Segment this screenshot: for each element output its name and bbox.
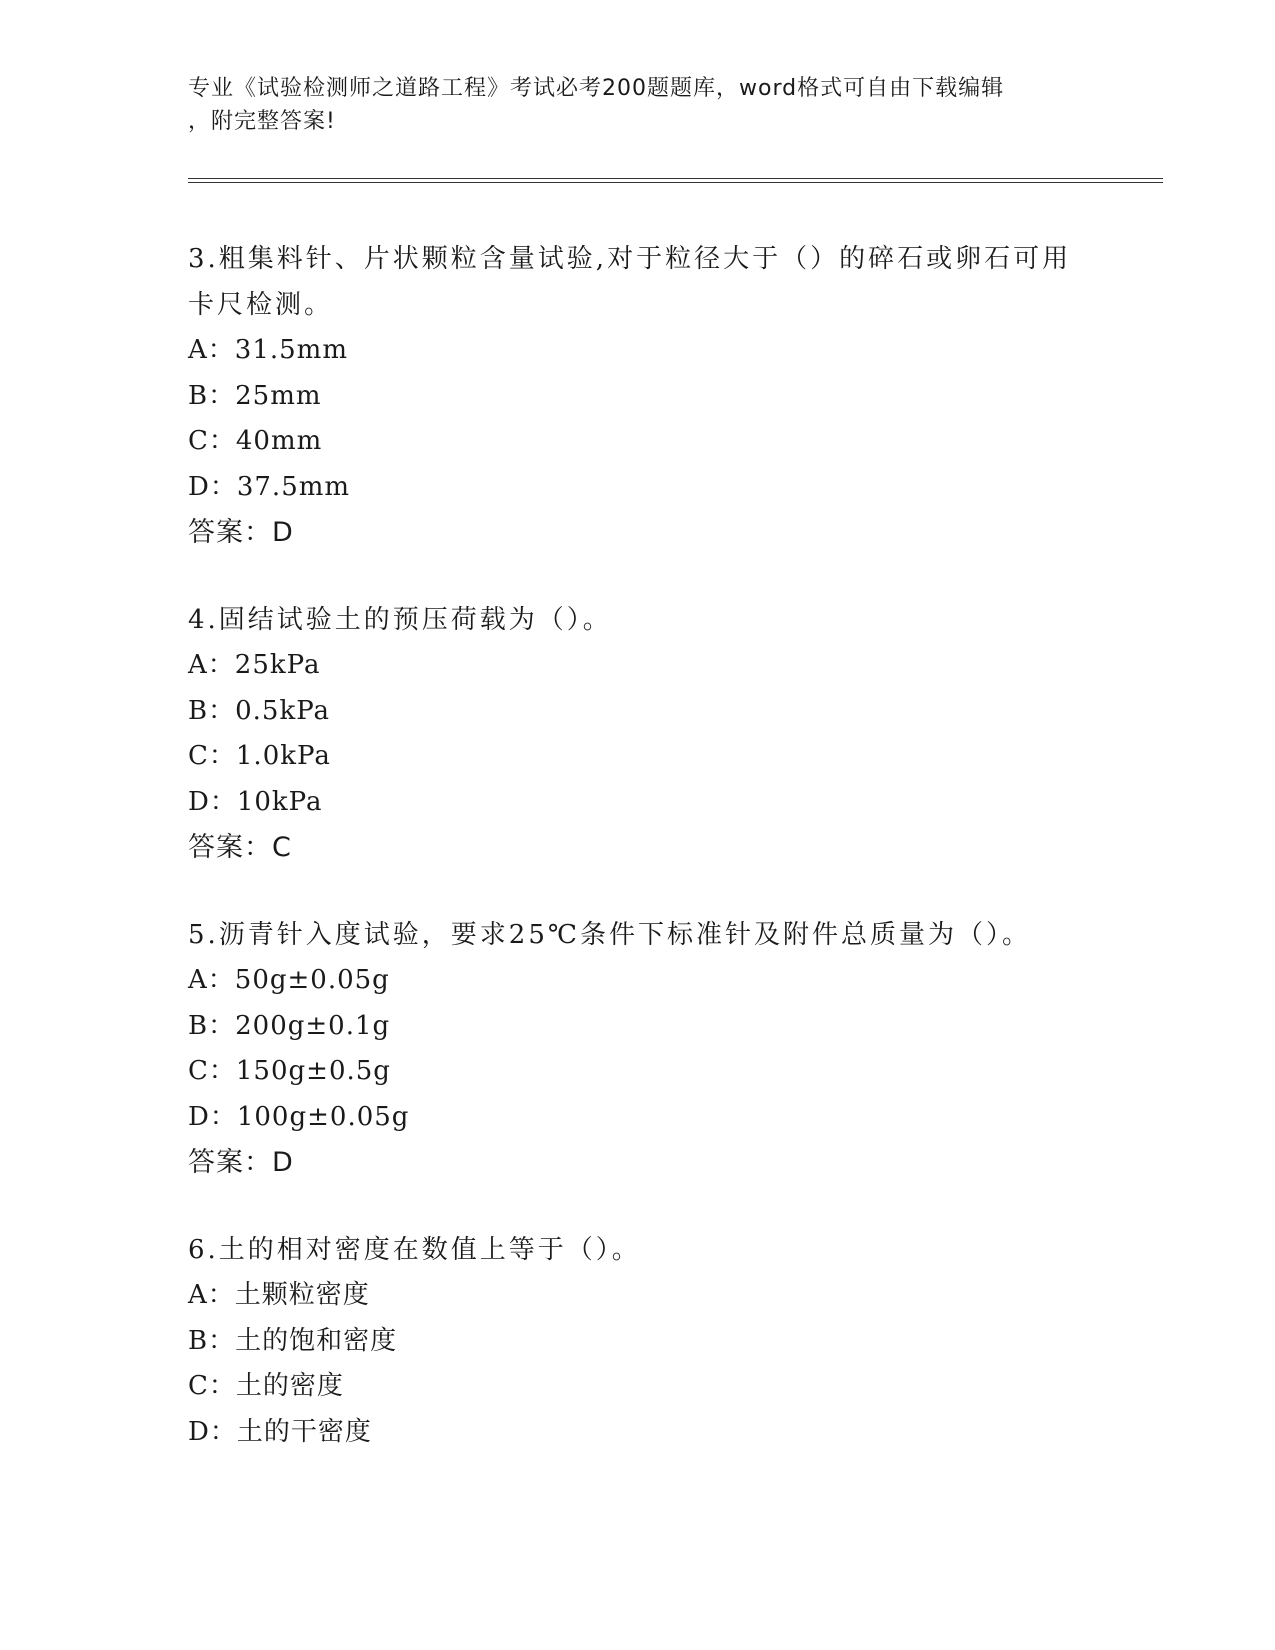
option-b: B：土的饱和密度 — [188, 1325, 398, 1356]
option-b: B：25mm — [188, 380, 322, 411]
question-5 — [188, 912, 1088, 1185]
question-stem: 3.粗集料针、片状颗粒含量试验,对于粒径大于（）的碎石或卵石可用 — [188, 244, 1072, 274]
question-stem: 5.沥青针入度试验，要求25℃条件下标准针及附件总质量为（）。 — [188, 920, 1031, 950]
question-stem: 4.固结试验土的预压荷载为（）。 — [188, 605, 612, 635]
option-a: A：31.5mm — [188, 335, 348, 365]
question-3 — [188, 236, 1088, 555]
option-a: A：25kPa — [188, 650, 321, 680]
document-header — [188, 72, 1068, 138]
option-c: C：土的密度 — [188, 1371, 344, 1401]
question-stem-continued: 卡尺检测。 — [188, 290, 334, 320]
answer: 答案：D — [188, 1147, 294, 1178]
option-c: C：40mm — [188, 426, 323, 456]
question-stem: 6.土的相对密度在数值上等于（）。 — [188, 1235, 641, 1265]
option-b: B：0.5kPa — [188, 695, 331, 726]
option-a: A：50g±0.05g — [188, 965, 390, 995]
option-b: B：200g±0.1g — [188, 1010, 391, 1041]
question-6 — [188, 1227, 1088, 1455]
question-4 — [188, 597, 1088, 870]
header-divider — [188, 178, 1163, 183]
option-d: D：土的干密度 — [188, 1416, 372, 1447]
answer: 答案：D — [188, 517, 294, 548]
question-list — [188, 236, 1088, 1497]
option-d: D：100g±0.05g — [188, 1101, 410, 1132]
option-a: A：土颗粒密度 — [188, 1280, 370, 1310]
option-c: C：1.0kPa — [188, 741, 331, 771]
option-d: D：37.5mm — [188, 471, 351, 502]
answer: 答案：C — [188, 832, 292, 863]
option-c: C：150g±0.5g — [188, 1056, 391, 1086]
header-title-line-2: ，附完整答案! — [188, 109, 336, 134]
option-d: D：10kPa — [188, 786, 323, 817]
header-title-line-1: 专业《试验检测师之道路工程》考试必考200题题库，word格式可自由下载编辑 — [188, 76, 1005, 101]
